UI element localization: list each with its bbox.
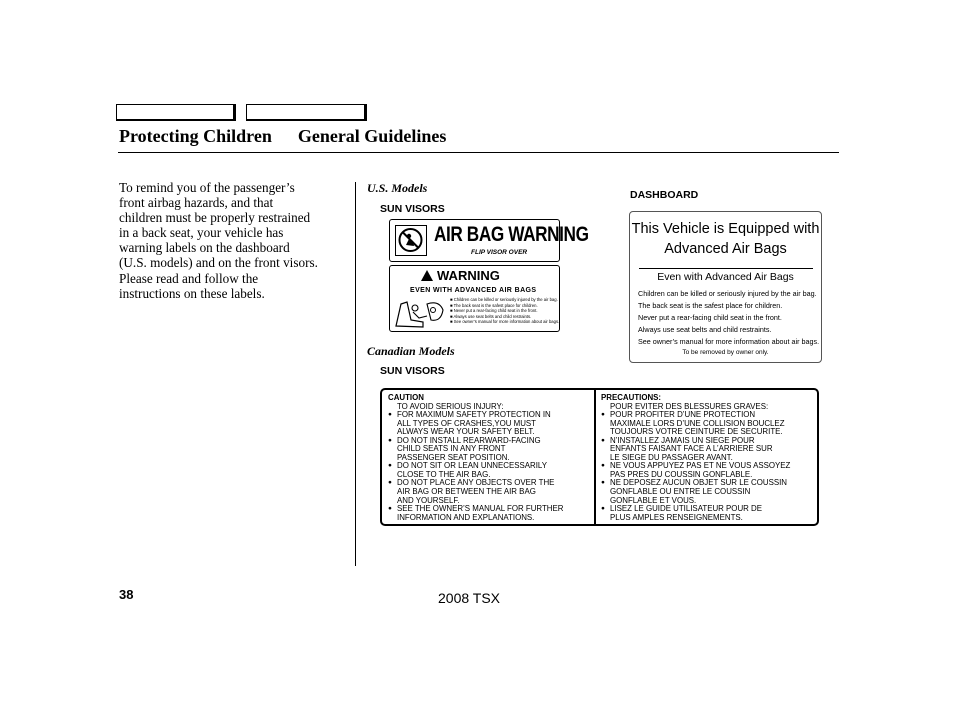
flip-visor-text: FLIP VISOR OVER xyxy=(471,249,528,256)
precautions-heading: PRECAUTIONS: xyxy=(601,393,662,402)
intro-line: (U.S. models) and on the front visors. xyxy=(119,255,318,271)
list-item: ■ Never put a rear-facing child seat in the front. xyxy=(450,308,538,313)
list-item: ■ See owner’s manual for more information about air bags. xyxy=(450,319,560,324)
list-item: ● POUR PROFITER D’UNE PROTECTION xyxy=(601,411,816,420)
list-item-cont: CHILD SEATS IN ANY FRONT xyxy=(397,444,506,454)
list-item: ● SEE THE OWNER’S MANUAL FOR FURTHER xyxy=(388,505,593,514)
section-title: Protecting Children xyxy=(119,126,272,146)
child-seat-airbag-icon xyxy=(393,296,448,330)
warning-triangle-icon xyxy=(421,270,433,281)
list-item-cont: PLUS AMPLES RENSEIGNEMENTS. xyxy=(610,512,743,522)
dashboard-sticker-subtitle: Even with Advanced Air Bags xyxy=(657,271,794,283)
us-sun-visors-label: SUN VISORS xyxy=(380,203,445,215)
dashboard-sticker-list xyxy=(638,288,819,348)
list-item-cont: AIR BAG OR BETWEEN THE AIR BAG xyxy=(397,487,536,497)
list-item-cont: ENFANTS FAISANT FACE A L’ARRIERE SUR xyxy=(610,444,773,454)
intro-paragraph xyxy=(119,180,351,301)
warning-list xyxy=(450,297,559,325)
list-item: ● FOR MAXIMUM SAFETY PROTECTION IN xyxy=(388,411,593,420)
warning-heading: WARNING xyxy=(421,268,500,283)
caution-heading: CAUTION xyxy=(388,393,424,402)
airbag-warning-title: AIR BAG WARNING xyxy=(434,223,589,246)
list-item: ● DO NOT SIT OR LEAN UNNECESSARILY xyxy=(388,462,593,471)
list-item-cont: TOUJOURS VOTRE CEINTURE DE SECURITE. xyxy=(610,427,783,437)
list-item-cont: INFORMATION AND EXPLANATIONS. xyxy=(397,512,535,522)
list-item: ● N’INSTALLEZ JAMAIS UN SIEGE POUR xyxy=(601,437,816,446)
list-item: ● LISEZ LE GUIDE UTILISATEUR POUR DE xyxy=(601,505,816,514)
list-item-cont: CLOSE TO THE AIR BAG. xyxy=(397,469,491,479)
list-item: ● NE DEPOSEZ AUCUN OBJET SUR LE COUSSIN xyxy=(601,479,816,488)
no-child-seat-icon xyxy=(395,225,427,256)
list-item-cont: ALWAYS WEAR YOUR SAFETY BELT. xyxy=(397,427,535,437)
caution-subheading: TO AVOID SERIOUS INJURY: xyxy=(397,401,504,411)
list-item: ■ The back seat is the safest place for children. xyxy=(450,302,538,308)
subsection-title: General Guidelines xyxy=(297,126,447,146)
list-item-cont: MAXIMALE LORS D’UNE COLLISION BOUCLEZ xyxy=(610,418,785,428)
nav-tab-box-2 xyxy=(246,104,367,121)
precautions-column xyxy=(601,394,816,522)
warning-subheading: EVEN WITH ADVANCED AIR BAGS xyxy=(410,287,537,294)
intro-line: warning labels on the dashboard xyxy=(119,240,290,256)
intro-line: children must be properly restrained xyxy=(119,210,311,226)
list-item: The back seat is the safest place for children. xyxy=(638,300,783,310)
precautions-subheading: POUR EVITER DES BLESSURES GRAVES: xyxy=(610,401,769,411)
list-item: ● DO NOT INSTALL REARWARD-FACING xyxy=(388,437,593,446)
airbag-warning-label xyxy=(389,219,589,262)
list-item: ■ Always use seat belts and child restraints. xyxy=(450,313,532,319)
dashboard-sticker-title: This Vehicle is Equipped with Advanced Air Bags xyxy=(631,221,820,257)
us-models-title: U.S. Models xyxy=(367,181,428,195)
list-item-cont: AND YOURSELF. xyxy=(397,495,460,505)
intro-line: instructions on these labels. xyxy=(119,285,265,301)
canadian-sun-visors-label: SUN VISORS xyxy=(380,365,445,377)
list-item-cont: ALL TYPES OF CRASHES,YOU MUST xyxy=(397,418,536,428)
dashboard-sticker-rule xyxy=(639,268,813,269)
dashboard-sticker xyxy=(629,211,822,363)
canadian-label-divider xyxy=(594,390,596,524)
list-item-cont: GONFLABLE ET VOUS. xyxy=(610,495,697,505)
caution-column xyxy=(388,394,593,522)
list-item-cont: PAS PRES DU COUSSIN GONFLABLE. xyxy=(610,469,753,479)
list-item: Never put a rear-facing child seat in the front. xyxy=(638,312,782,322)
list-item: See owner’s manual for more information about air bags. xyxy=(638,336,820,346)
intro-line: front airbag hazards, and that xyxy=(119,195,274,211)
list-item: ● NE VOUS APPUYEZ PAS ET NE VOUS ASSOYEZ xyxy=(601,462,816,471)
canadian-visor-label xyxy=(380,388,819,526)
nav-tab-box-1 xyxy=(116,104,236,121)
dashboard-sticker-footer: To be removed by owner only. xyxy=(682,349,769,356)
page-number: 38 xyxy=(119,587,134,602)
model-name: 2008 TSX xyxy=(438,590,501,606)
column-divider xyxy=(355,182,356,566)
list-item-cont: GONFLABLE OU ENTRE LE COUSSIN xyxy=(610,487,751,497)
list-item: Children can be killed or seriously injured by the air bag. xyxy=(638,289,817,298)
header-rule xyxy=(118,152,839,153)
intro-line: To remind you of the passenger’s xyxy=(119,180,295,195)
canadian-models-title: Canadian Models xyxy=(367,344,455,358)
list-item: ■ Children can be killed or seriously injured by the air bag. xyxy=(450,297,558,302)
visor-warning-label xyxy=(389,265,560,332)
list-item: Always use seat belts and child restraints. xyxy=(638,324,772,334)
dashboard-label: DASHBOARD xyxy=(630,189,699,201)
list-item-cont: LE SIEGE DU PASSAGER AVANT. xyxy=(610,452,733,462)
intro-line: Please read and follow the xyxy=(119,270,259,286)
list-item: ● DO NOT PLACE ANY OBJECTS OVER THE xyxy=(388,479,593,488)
intro-line: in a back seat, your vehicle has xyxy=(119,225,284,241)
page-header xyxy=(119,126,446,147)
list-item-cont: PASSENGER SEAT POSITION. xyxy=(397,452,510,462)
